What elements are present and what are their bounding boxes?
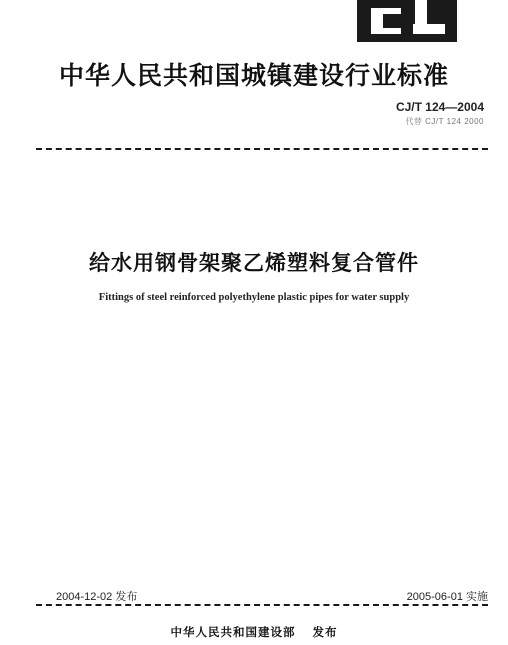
replaces-code: 代替 CJ/T 124 2000 [405, 117, 484, 126]
implementation-date: 2005-06-01 实施 [406, 591, 488, 603]
document-title-zh: 给水用钢骨架聚乙烯塑料复合管件 [89, 251, 419, 275]
issue-date: 2004-12-02 发布 [56, 591, 138, 603]
publisher-name: 中华人民共和国建设部 [170, 625, 296, 639]
standard-code: CJ/T 124—2004 [395, 100, 484, 114]
footer-divider [36, 604, 488, 606]
publish-label: 发布 [312, 625, 338, 639]
cj-logo [357, 0, 457, 42]
standard-category-title: 中华人民共和国城镇建设行业标准 [58, 61, 449, 90]
document-title-en: Fittings of steel reinforced polyethylene plastic pipes for water supply [98, 292, 410, 303]
standard-code-block [396, 100, 484, 127]
publisher-line [0, 624, 508, 640]
cj-logo-mark [357, 0, 457, 42]
header-divider [36, 148, 488, 150]
